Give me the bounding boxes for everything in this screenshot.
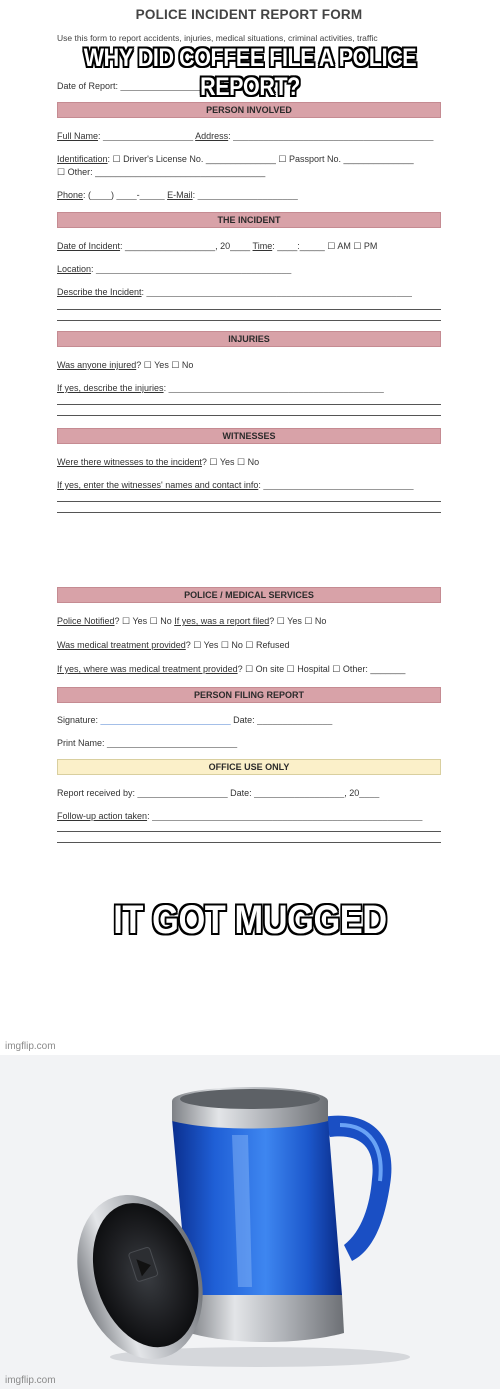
blank-line — [57, 512, 441, 513]
identification-field: Identification: ☐ Driver's License No. ______________ ☐ Passport No. ______________ — [57, 154, 414, 164]
signature-field: Signature: __________________________ Date: _______________ — [57, 715, 333, 725]
blank-line — [57, 415, 441, 416]
section-person-involved: PERSON INVOLVED — [57, 102, 441, 118]
form-title: POLICE INCIDENT REPORT FORM — [135, 7, 363, 22]
medical-treatment-field: Was medical treatment provided? ☐ Yes ☐ No ☐ Refused — [57, 640, 290, 650]
meme-top-caption: WHY DID COFFEE FILE A POLICE REPORT? — [83, 44, 417, 101]
form-intro: Use this form to report accidents, injuries, medical situations, criminal activities, traffic — [57, 33, 378, 43]
location-field: Location: _______________________________________ — [57, 264, 292, 274]
other-id-field: ☐ Other: __________________________________ — [57, 167, 266, 177]
describe-injuries-field: If yes, describe the injuries: ___________________________________________ — [57, 383, 384, 393]
blank-line — [57, 501, 441, 502]
meme-bottom-caption: IT GOT MUGGED — [113, 898, 387, 942]
blank-line — [57, 831, 441, 832]
blank-line — [57, 320, 441, 321]
mug-base — [188, 1295, 344, 1342]
section-the-incident: THE INCIDENT — [57, 212, 441, 228]
blank-line — [57, 842, 441, 843]
treatment-location-field: If yes, where was medical treatment provided? ☐ On site ☐ Hospital ☐ Other: _______ — [57, 664, 406, 674]
anyone-injured-field: Was anyone injured? ☐ Yes ☐ No — [57, 360, 194, 370]
imgflip-watermark-bottom: imgflip.com — [5, 1375, 56, 1386]
section-person-filing: PERSON FILING REPORT — [57, 687, 441, 703]
section-injuries: INJURIES — [57, 331, 441, 347]
print-name-field: Print Name: __________________________ — [57, 738, 238, 748]
report-received-field: Report received by: __________________ Date: __________________, 20____ — [57, 788, 380, 798]
section-police-medical: POLICE / MEDICAL SERVICES — [57, 587, 441, 603]
witnesses-field: Were there witnesses to the incident? ☐ Yes ☐ No — [57, 457, 260, 467]
date-of-report-field: Date of Report: __________________, 20____ — [57, 81, 246, 91]
meme-bottom-panel — [0, 1055, 500, 1389]
imgflip-watermark: imgflip.com — [5, 1041, 56, 1052]
travel-mug-image — [0, 1055, 500, 1389]
blank-line — [57, 404, 441, 405]
police-notified-field: Police Notified? ☐ Yes ☐ No If yes, was a report filed? ☐ Yes ☐ No — [57, 616, 327, 626]
blank-line — [57, 309, 441, 310]
section-office-use: OFFICE USE ONLY — [57, 759, 441, 775]
phone-email-field: Phone: (____) ____-_____ E-Mail: ____________________ — [57, 190, 298, 200]
section-witnesses: WITNESSES — [57, 428, 441, 444]
describe-incident-field: Describe the Incident: _____________________________________________________ — [57, 287, 412, 297]
follow-up-field: Follow-up action taken: ______________________________________________________ — [57, 811, 423, 821]
incident-date-time-field: Date of Incident: __________________, 20____ Time: ____:_____ ☐ AM ☐ PM — [57, 241, 378, 251]
full-name-field: Full Name: __________________ Address: ________________________________________ — [57, 131, 434, 141]
mug-opening — [180, 1089, 320, 1109]
witness-info-field: If yes, enter the witnesses' names and contact info: ______________________________ — [57, 480, 414, 490]
